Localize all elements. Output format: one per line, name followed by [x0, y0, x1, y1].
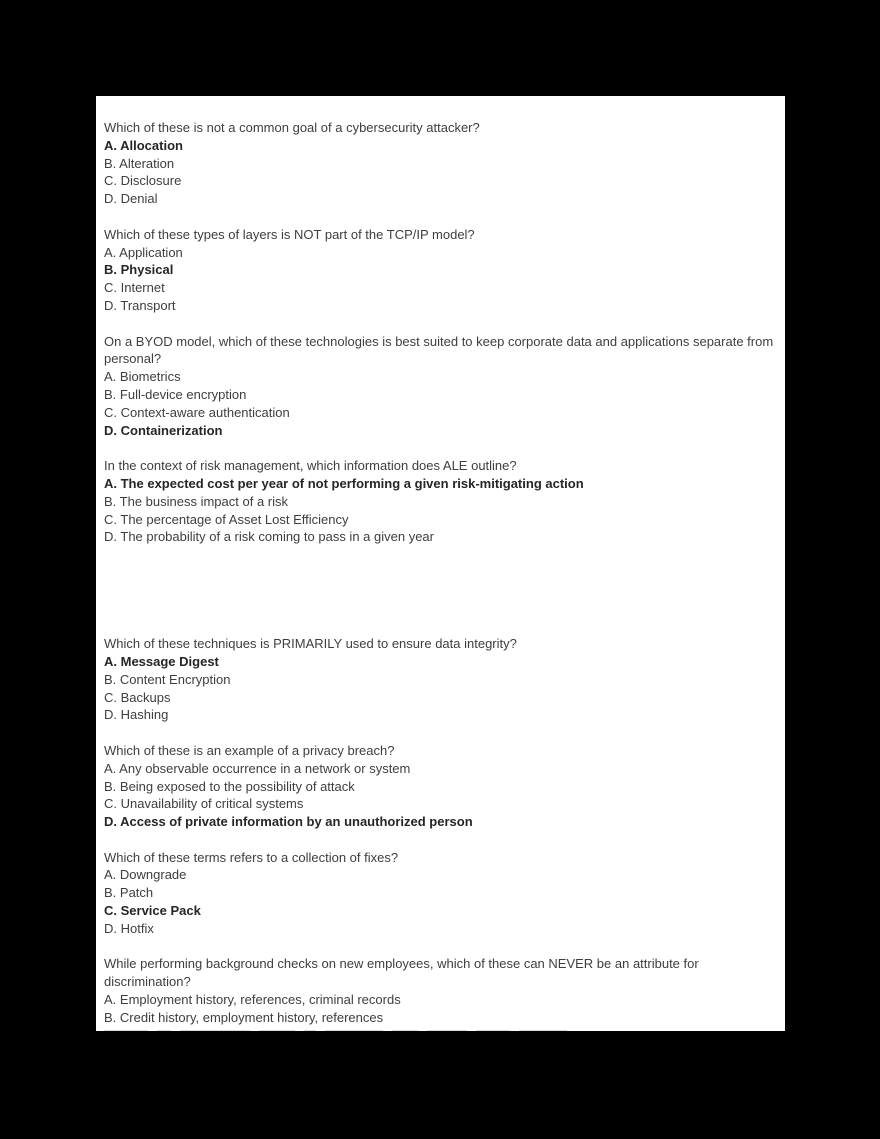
question-block — [104, 226, 780, 315]
question-text: Which of these is not a common goal of a cybersecurity attacker? — [104, 120, 480, 135]
question-list — [104, 119, 780, 1031]
question-text: Which of these types of layers is NOT part of the TCP/IP model? — [104, 226, 475, 242]
answer-option: C. Disclosure — [104, 173, 182, 189]
answer-option: B. The business impact of a risk — [104, 493, 289, 509]
question-text: Which of these techniques is PRIMARILY used to ensure data integrity? — [104, 636, 517, 652]
answer-option-correct: C. Service Pack — [104, 903, 201, 919]
answer-option: A. Application — [104, 244, 183, 260]
question-text: While performing background checks on new employees, which of these can NEVER be an attribute for discrimination? — [104, 956, 699, 990]
question-block — [104, 955, 780, 1031]
question-block — [104, 457, 780, 546]
question-text: In the context of risk management, which information does ALE outline? — [104, 458, 517, 474]
question-block — [104, 742, 780, 831]
answer-option: B. Credit history, employment history, references — [104, 1009, 384, 1025]
answer-option-correct: A. Message Digest — [104, 653, 219, 669]
question-block — [104, 849, 780, 938]
answer-option: B. Being exposed to the possibility of attack — [104, 778, 355, 794]
answer-option: C. Context-aware authentication — [104, 404, 290, 420]
answer-option: B. Full-device encryption — [104, 386, 247, 402]
answer-option: C. The percentage of Asset Lost Efficiency — [104, 511, 349, 527]
answer-option: C. Internet — [104, 280, 165, 296]
answer-option-correct: A. The expected cost per year of not performing a given risk-mitigating action — [104, 475, 584, 491]
answer-option: D. Denial — [104, 191, 158, 207]
document-page — [96, 96, 785, 1031]
answer-option-correct: B. Physical — [104, 262, 174, 278]
answer-option: D. Hashing — [104, 707, 169, 723]
question-block — [104, 333, 780, 440]
answer-option: A. Any observable occurrence in a network or system — [104, 760, 411, 776]
answer-option: A. Employment history, references, criminal records — [104, 992, 401, 1008]
question-text: Which of these is an example of a privacy breach? — [104, 742, 395, 758]
answer-option: B. Alteration — [104, 155, 175, 171]
answer-option: D. Transport — [104, 297, 176, 313]
answer-option-correct: D. Containerization — [104, 422, 223, 438]
clipped-text-remnant — [104, 1030, 780, 1031]
question-text: Which of these terms refers to a collection of fixes? — [104, 849, 399, 865]
answer-option: B. Patch — [104, 885, 154, 901]
answer-option: C. Unavailability of critical systems — [104, 796, 304, 812]
question-block — [104, 635, 780, 724]
question-block — [104, 119, 780, 208]
answer-option: D. Hotfix — [104, 920, 154, 936]
answer-option: D. The probability of a risk coming to pass in a given year — [104, 529, 434, 545]
answer-option: A. Biometrics — [104, 369, 181, 385]
question-text: On a BYOD model, which of these technologies is best suited to keep corporate data and applications separate from personal? — [104, 333, 774, 367]
answer-option: B. Content Encryption — [104, 671, 231, 687]
answer-option: A. Downgrade — [104, 867, 187, 883]
answer-option-correct: D. Access of private information by an unauthorized person — [104, 814, 473, 830]
answer-option-correct: A. Allocation — [104, 137, 183, 153]
answer-option: C. Backups — [104, 689, 171, 705]
